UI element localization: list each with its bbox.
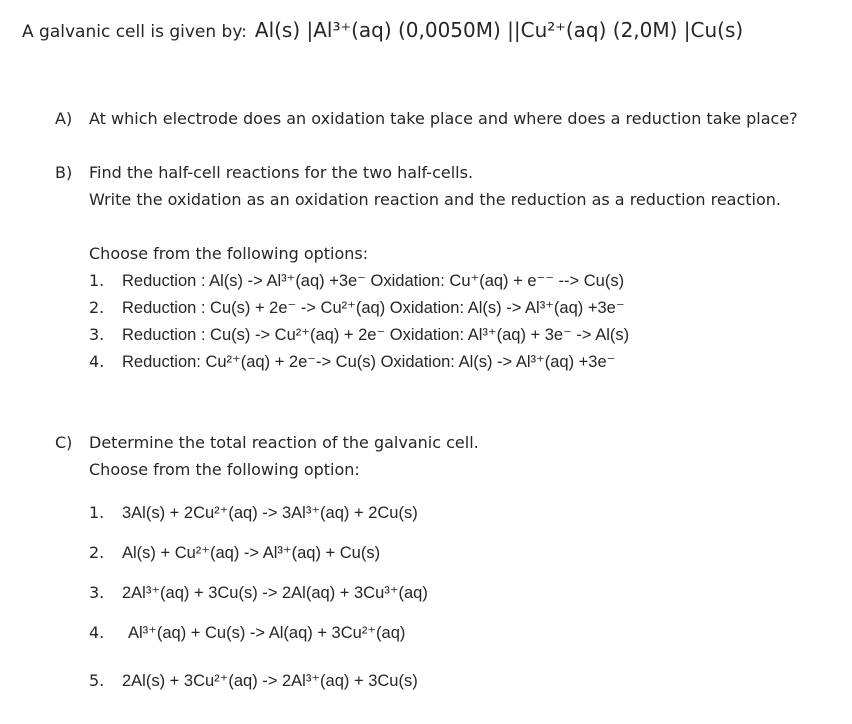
b-option-4: Reduction: Cu²⁺(aq) + 2e⁻-> Cu(s) Oxidation: Al(s) -> Al³⁺(aq) +3e⁻ [122,353,616,371]
question-a-label: A) [55,109,73,128]
question-c-label: C) [55,433,73,452]
c-option-number: 3. [89,583,105,602]
question-c-choose: Choose from the following option: [89,460,360,479]
c-option-5: 2Al(s) + 3Cu²⁺(aq) -> 2Al³⁺(aq) + 3Cu(s) [122,672,418,690]
b-option-number: 1. [89,271,105,290]
question-b-line2: Write the oxidation as an oxidation reaction and the reduction as a reduction reaction. [89,190,781,209]
c-option-4: Al³⁺(aq) + Cu(s) -> Al(aq) + 3Cu²⁺(aq) [128,624,406,642]
c-option-1: 3Al(s) + 2Cu²⁺(aq) -> 3Al³⁺(aq) + 2Cu(s) [122,504,418,522]
header-lead: A galvanic cell is given by: [22,22,247,42]
header [22,18,743,42]
c-option-number: 2. [89,543,105,562]
b-option-2: Reduction : Cu(s) + 2e⁻ -> Cu²⁺(aq) Oxidation: Al(s) -> Al³⁺(aq) +3e⁻ [122,299,625,317]
c-option-number: 5. [89,671,105,690]
question-a-text: At which electrode does an oxidation take place and where does a reduction take place? [89,109,798,128]
question-b-line1: Find the half-cell reactions for the two half-cells. [89,163,474,182]
c-option-2: Al(s) + Cu²⁺(aq) -> Al³⁺(aq) + Cu(s) [122,544,381,562]
b-option-number: 3. [89,325,105,344]
question-b-label: B) [55,163,73,182]
b-option-number: 2. [89,298,105,317]
question-b-choose: Choose from the following options: [89,244,369,263]
c-option-3: 2Al³⁺(aq) + 3Cu(s) -> 2Al(aq) + 3Cu³⁺(aq) [122,584,428,602]
question-c-line1: Determine the total reaction of the galvanic cell. [89,433,479,452]
cell-notation: Al(s) |Al³⁺(aq) (0,0050M) ||Cu²⁺(aq) (2,0M) |Cu(s) [254,18,744,42]
b-option-3: Reduction : Cu(s) -> Cu²⁺(aq) + 2e⁻ Oxidation: Al³⁺(aq) + 3e⁻ -> Al(s) [122,326,630,344]
b-option-1: Reduction : Al(s) -> Al³⁺(aq) +3e⁻ Oxidation: Cu⁺(aq) + e⁻⁻ --> Cu(s) [122,272,625,290]
c-option-number: 1. [89,503,105,522]
b-option-number: 4. [89,352,105,371]
c-option-number: 4. [89,623,105,642]
